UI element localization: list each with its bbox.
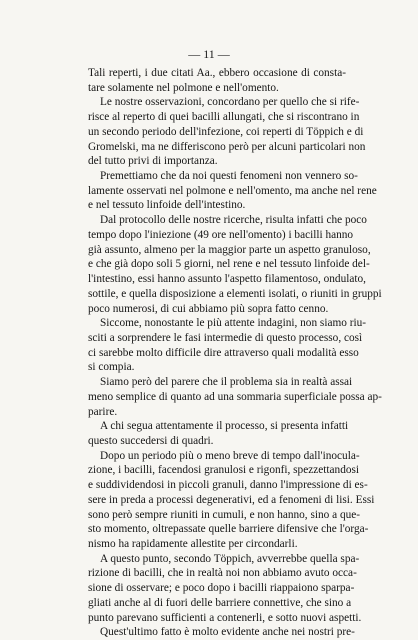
text-line: Siccome, nonostante le più attente indagini, non siamo riu-	[100, 317, 367, 330]
text-line: zione, i bacilli, facendosi granulosi e rigonfi, spezzettandosi	[88, 464, 360, 477]
text-line: rizione di bacilli, che in realtà noi non abbiamo avuto occa-	[88, 567, 357, 580]
text-line: meno semplice di quanto ad una sommaria superficiale possa ap-	[88, 390, 382, 403]
text-line: del tutto privi di importanza.	[88, 155, 218, 168]
text-line: risce al reperto di quei bacilli allungati, che si riscontrano in	[88, 111, 360, 124]
text-line: Le nostre osservazioni, concordano per quello che si rife-	[100, 96, 360, 109]
text-line: questo succedersi di quadri.	[88, 434, 214, 447]
text-line: si compia.	[88, 361, 135, 374]
paragraph	[88, 449, 375, 552]
paragraph	[88, 552, 362, 626]
text-line: tempo dopo l'iniezione (49 ore nell'omento) i bacilli hanno	[88, 228, 354, 241]
text-line: Premettiamo che da noi questi fenomeni non vennero so-	[100, 170, 358, 183]
text-line: lamente osservati nel polmone e nell'omento, ma anche nel rene	[88, 184, 377, 197]
text-line: l'intestino, essi hanno assunto l'aspetto filamentoso, ondulato,	[88, 273, 366, 286]
text-line: poco numerosi, di cui abbiamo più sopra fatto cenno.	[88, 302, 329, 315]
text-line: A questo punto, secondo Töppich, avverrebbe quella spa-	[100, 552, 360, 565]
paragraph	[88, 169, 377, 213]
page-number: — 11 —	[188, 47, 230, 61]
text-line: sono però sempre riuniti in cumuli, e non hanno, sino a que-	[88, 508, 361, 521]
text-line: A chi segua attentamente il processo, si presenta infatti	[100, 420, 349, 433]
paragraph	[88, 213, 382, 316]
text-line: parire.	[88, 405, 118, 418]
text-line: sottile, e quella disposizione a elementi isolati, o riuniti in gruppi	[88, 287, 382, 300]
text-line: Dopo un periodo più o meno breve di tempo dall'inocula-	[100, 449, 360, 462]
text-line: punto parevano sufficienti a contenerli, e sotto nuovi aspetti.	[88, 611, 362, 624]
text-line: nismo ha rapidamente allestite per circondarli.	[88, 538, 298, 550]
text-line: tare solamente nel polmone e nell'omento.	[88, 81, 279, 94]
text-line: Quest'ultimo fatto è molto evidente anche nei nostri pre-	[100, 626, 355, 639]
paragraph	[88, 625, 355, 640]
text-line: Siamo però del parere che il problema sia in realtà assai	[100, 376, 353, 389]
paragraph	[88, 419, 349, 448]
text-line: sto momento, oltrepassate quelle barriere difensive che l'orga-	[88, 523, 369, 536]
text-line: sione di osservare; e poco dopo i bacilli riappaiono sparpa-	[88, 582, 355, 595]
paragraph	[88, 375, 382, 419]
text-line: già assunto, almeno per la maggior parte un aspetto granuloso,	[88, 243, 371, 256]
text-line: e nel tessuto linfoide dell'intestino.	[88, 199, 246, 212]
text-line: gliati anche al di fuori delle barriere connettive, che sino a	[88, 596, 352, 609]
paragraph	[88, 316, 367, 375]
text-line: Gromelski, ma ne differiscono però per alcuni particolari non	[88, 140, 366, 153]
body-text	[88, 66, 382, 640]
text-line: e suddividendosi in piccoli granuli, danno l'impressione di es-	[88, 479, 368, 492]
paragraph	[88, 95, 366, 169]
text-line: sciti a sorprendere le fasi intermedie di questo processo, così	[88, 331, 363, 344]
text-line: e che già dopo soli 5 giorni, nel rene e nel tessuto linfoide del-	[88, 258, 370, 271]
paragraph	[88, 66, 346, 95]
text-line: un secondo periodo dell'infezione, coi reperti di Töppich e di	[88, 125, 364, 138]
text-line: Tali reperti, i due citati Aa., ebbero occasione di consta-	[88, 67, 346, 79]
text-line: Dal protocollo delle nostre ricerche, risulta infatti che poco	[100, 214, 367, 227]
text-line: sere in preda a processi degenerativi, ed a fenomeni di lisi. Essi	[88, 493, 375, 506]
text-line: ci sarebbe molto difficile dire attraverso quali modalità esso	[88, 346, 359, 359]
